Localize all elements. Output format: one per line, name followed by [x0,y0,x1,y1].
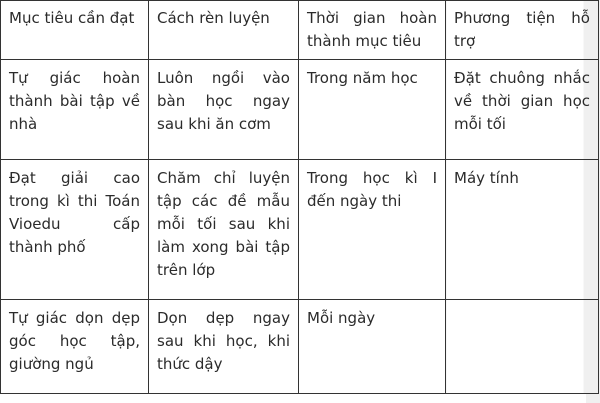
cell-timeframe: Trong năm học [299,60,446,160]
cell-method: Dọn dẹp ngay sau khi học, khi thức dậy [149,300,299,394]
cell-goal: Tự giác hoàn thành bài tập về nhà [1,60,149,160]
cell-goal: Đạt giải cao trong kì thi Toán Vioedu cấp thành phố [1,160,149,300]
table-row [1,160,599,300]
cell-method: Chăm chỉ luyện tập các đề mẫu mỗi tối sau khi làm xong bài tập trên lớp [149,160,299,300]
cell-goal: Tự giác dọn dẹp góc học tập, giường ngủ [1,300,149,394]
cell-support: Máy tính [446,160,599,300]
header-goal: Mục tiêu cần đạt [1,1,149,60]
cell-method: Luôn ngồi vào bàn học ngay sau khi ăn cơm [149,60,299,160]
table-row [1,60,599,160]
cell-timeframe: Mỗi ngày [299,300,446,394]
cell-support [446,300,599,394]
header-timeframe: Thời gian hoàn thành mục tiêu [299,1,446,60]
cell-support: Đặt chuông nhắc về thời gian học mỗi tối [446,60,599,160]
cell-timeframe: Trong học kì I đến ngày thi [299,160,446,300]
table-row [1,300,599,394]
table-header-row [1,1,599,60]
header-method: Cách rèn luyện [149,1,299,60]
header-support: Phương tiện hỗ trợ [446,1,599,60]
